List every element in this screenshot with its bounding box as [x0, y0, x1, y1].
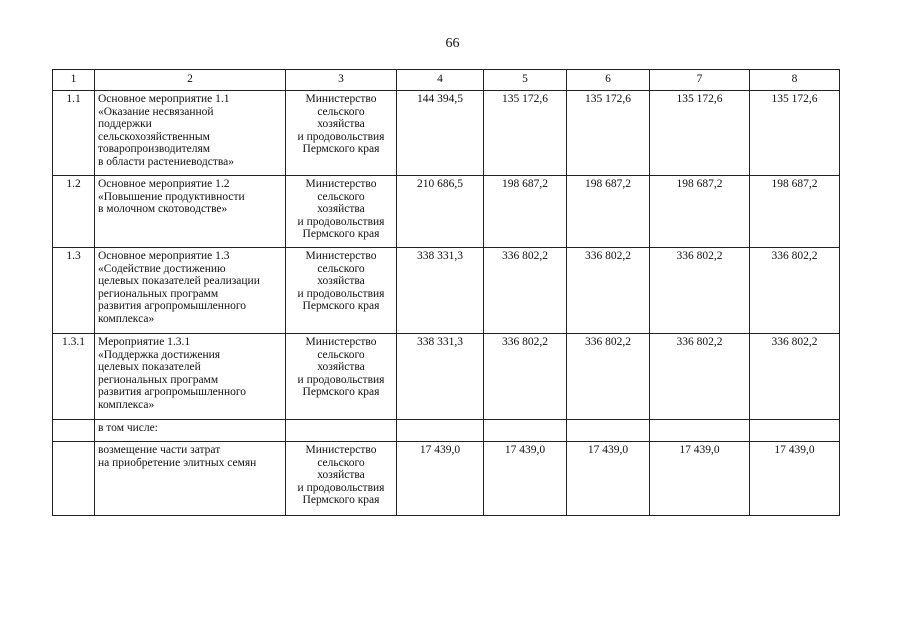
executor: Министерство сельского хозяйства и продовольствия Пермского края [286, 442, 397, 516]
col-header-2: 2 [95, 70, 286, 91]
value-col-6: 17 439,0 [567, 442, 650, 516]
measure-description: Основное мероприятие 1.1 «Оказание несвязанной поддержки сельскохозяйственным товаропроизводителям в области растениеводства» [95, 91, 286, 176]
executor: Министерство сельского хозяйства и продовольствия Пермского края [286, 176, 397, 248]
value-col-7 [650, 420, 750, 442]
table-row [53, 442, 840, 516]
col-header-8: 8 [750, 70, 840, 91]
value-col-4: 338 331,3 [397, 248, 484, 334]
value-col-7: 198 687,2 [650, 176, 750, 248]
row-number [53, 420, 95, 442]
subsection-label: в том числе: [95, 420, 286, 442]
col-header-6: 6 [567, 70, 650, 91]
value-col-5: 336 802,2 [484, 334, 567, 420]
value-col-8: 17 439,0 [750, 442, 840, 516]
row-number: 1.1 [53, 91, 95, 176]
executor [286, 420, 397, 442]
value-col-5: 135 172,6 [484, 91, 567, 176]
budget-table [52, 69, 840, 516]
table-row [53, 91, 840, 176]
executor: Министерство сельского хозяйства и продовольствия Пермского края [286, 91, 397, 176]
value-col-5: 17 439,0 [484, 442, 567, 516]
value-col-5: 336 802,2 [484, 248, 567, 334]
table-header-row [53, 70, 840, 91]
executor: Министерство сельского хозяйства и продовольствия Пермского края [286, 248, 397, 334]
value-col-4: 210 686,5 [397, 176, 484, 248]
value-col-4: 17 439,0 [397, 442, 484, 516]
value-col-8: 135 172,6 [750, 91, 840, 176]
value-col-4 [397, 420, 484, 442]
col-header-7: 7 [650, 70, 750, 91]
col-header-5: 5 [484, 70, 567, 91]
row-number: 1.3.1 [53, 334, 95, 420]
value-col-7: 336 802,2 [650, 248, 750, 334]
measure-description: Основное мероприятие 1.3 «Содействие достижению целевых показателей реализации региональных программ развития агропромышленного комплекса» [95, 248, 286, 334]
col-header-3: 3 [286, 70, 397, 91]
value-col-7: 135 172,6 [650, 91, 750, 176]
value-col-4: 144 394,5 [397, 91, 484, 176]
measure-description: Мероприятие 1.3.1 «Поддержка достижения целевых показателей региональных программ развития агропромышленного комплекса» [95, 334, 286, 420]
value-col-6: 336 802,2 [567, 334, 650, 420]
value-col-5: 198 687,2 [484, 176, 567, 248]
table-row [53, 176, 840, 248]
row-number [53, 442, 95, 516]
row-number: 1.3 [53, 248, 95, 334]
table-row [53, 334, 840, 420]
value-col-7: 17 439,0 [650, 442, 750, 516]
page-number: 66 [445, 36, 460, 51]
table-row [53, 248, 840, 334]
value-col-8: 336 802,2 [750, 334, 840, 420]
value-col-8: 198 687,2 [750, 176, 840, 248]
value-col-6: 135 172,6 [567, 91, 650, 176]
measure-description: Основное мероприятие 1.2 «Повышение продуктивности в молочном скотоводстве» [95, 176, 286, 248]
col-header-4: 4 [397, 70, 484, 91]
value-col-8 [750, 420, 840, 442]
value-col-6: 336 802,2 [567, 248, 650, 334]
value-col-7: 336 802,2 [650, 334, 750, 420]
value-col-8: 336 802,2 [750, 248, 840, 334]
row-number: 1.2 [53, 176, 95, 248]
value-col-6: 198 687,2 [567, 176, 650, 248]
value-col-6 [567, 420, 650, 442]
col-header-1: 1 [53, 70, 95, 91]
table-row [53, 420, 840, 442]
measure-description: возмещение части затрат на приобретение элитных семян [95, 442, 286, 516]
executor: Министерство сельского хозяйства и продовольствия Пермского края [286, 334, 397, 420]
value-col-5 [484, 420, 567, 442]
value-col-4: 338 331,3 [397, 334, 484, 420]
